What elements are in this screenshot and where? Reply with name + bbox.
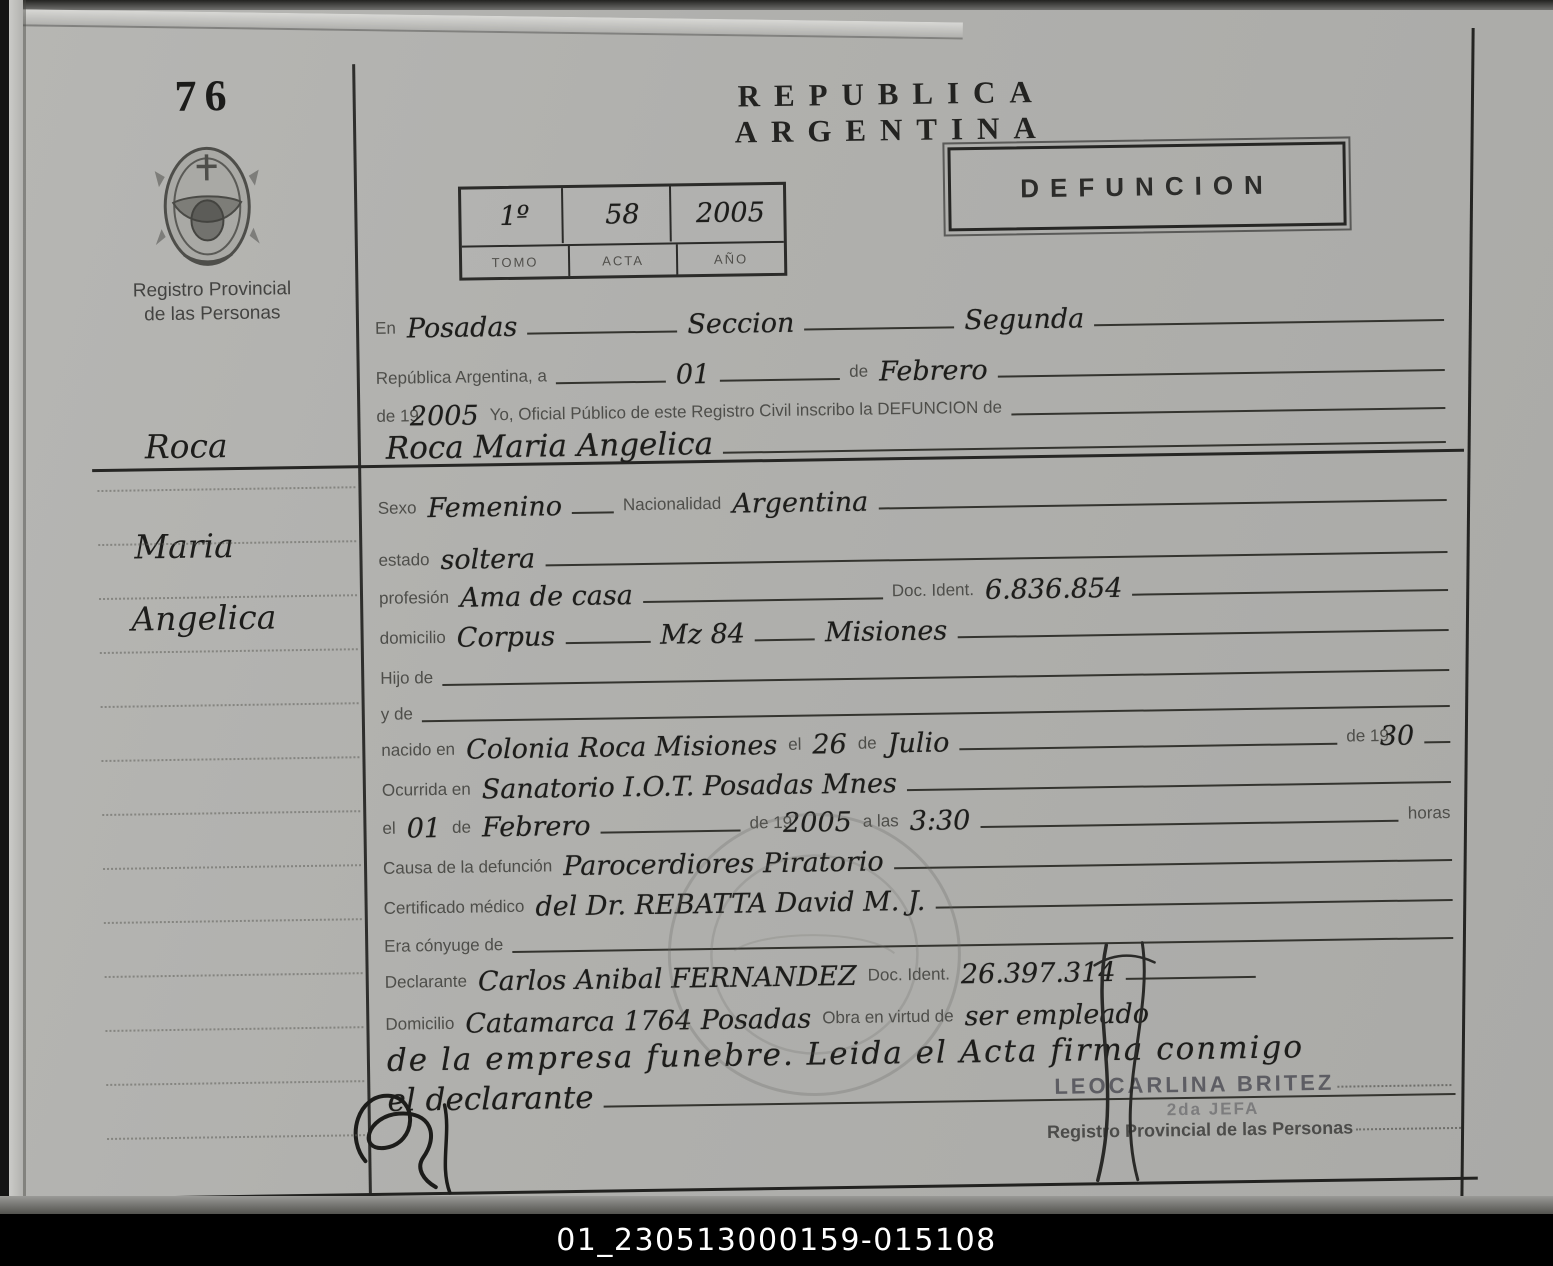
rule-line xyxy=(1132,587,1448,596)
nacionalidad-value: Argentina xyxy=(732,486,869,520)
scan-left-paper-edge xyxy=(9,0,23,1266)
margin-name2: Angelica xyxy=(131,597,277,639)
dotted-line xyxy=(1356,1125,1464,1131)
provincial-seal-icon xyxy=(152,136,262,278)
scan-left-edge-line xyxy=(23,0,26,1266)
conyuge-label: Era cónyuge de xyxy=(384,935,504,956)
domicilio-value1: Corpus xyxy=(456,621,556,654)
obra-value: ser empleado xyxy=(964,998,1150,1033)
footer-code-bar xyxy=(0,1214,1553,1266)
nacido-place-value: Colonia Roca Misiones xyxy=(465,730,778,766)
domicilio2-label: Domicilio xyxy=(385,1013,455,1034)
estado-value: soltera xyxy=(440,543,536,576)
ocurrida-label: Ocurrida en xyxy=(381,779,471,800)
declarante-label: Declarante xyxy=(384,971,468,992)
rule-line xyxy=(720,376,840,382)
rule-line xyxy=(723,439,1446,454)
rep-month-value: Febrero xyxy=(878,354,988,388)
page-number: 76 xyxy=(174,70,235,121)
record-type-box xyxy=(947,142,1346,232)
fecha-alas-label: a las xyxy=(862,811,899,831)
y-de-label: y de xyxy=(380,704,414,724)
causa-label: Causa de la defunción xyxy=(382,856,553,878)
certificado-value: del Dr. REBATTA David M. J. xyxy=(535,885,926,923)
round-stamp-icon xyxy=(642,797,987,1112)
margin-surname: Roca xyxy=(144,426,228,467)
margin-dotted-line xyxy=(105,1024,363,1032)
index-table xyxy=(458,182,787,281)
scan-bottom-band xyxy=(0,1196,1553,1214)
index-table-values xyxy=(461,185,784,248)
nacido-day-value: 26 xyxy=(812,728,847,761)
domicilio-label: domicilio xyxy=(379,627,446,648)
ano-value: 2005 xyxy=(695,197,765,230)
rule-line xyxy=(878,497,1446,509)
margin-name1: Maria xyxy=(133,526,235,567)
insc-year-value: 2005 xyxy=(409,400,479,433)
fecha-de19-label: de 19 xyxy=(749,812,793,833)
fecha-month-value: Febrero xyxy=(481,810,591,844)
registry-name-line2: de las Personas xyxy=(144,302,281,326)
footer-code: 01_230513000159-015108 xyxy=(556,1222,997,1258)
rule-line xyxy=(804,324,954,330)
registry-name-line1: Registro Provincial xyxy=(132,278,292,302)
margin-dotted-line xyxy=(105,970,363,978)
rule-line xyxy=(957,627,1448,638)
en-city-value: Posadas xyxy=(406,311,518,345)
field-row-lugar xyxy=(370,282,1449,344)
margin-dotted-line xyxy=(97,484,355,492)
domicilio2-value: Catamarca 1764 Posadas xyxy=(465,1003,812,1040)
rule-line xyxy=(1094,317,1444,326)
document-title: REPUBLICA ARGENTINA xyxy=(734,73,1050,150)
seccion-word: Seccion xyxy=(687,307,795,341)
scan-top-shadow xyxy=(0,0,1553,10)
inscribo-label: Yo, Oficial Público de este Registro Civil inscribo la DEFUNCION de xyxy=(489,397,1003,425)
republica-label: República Argentina, a xyxy=(375,366,547,388)
registry-name xyxy=(104,277,320,328)
causa-value: Parocerdiores Piratorio xyxy=(563,846,884,883)
acta-label: ACTA xyxy=(570,244,678,276)
ano-label: AÑO xyxy=(713,250,749,267)
dotted-line xyxy=(1337,1082,1451,1088)
rule-line xyxy=(1424,739,1450,743)
nacido-de-label: de xyxy=(857,733,877,753)
rule-line xyxy=(755,636,815,641)
en-label: En xyxy=(374,318,396,338)
rule-line xyxy=(980,818,1399,828)
obra-label: Obra en virtud de xyxy=(822,1006,954,1028)
fecha-horas-label: horas xyxy=(1407,803,1451,823)
doc-ident-label: Doc. Ident. xyxy=(891,580,975,601)
acta-value: 58 xyxy=(575,187,672,243)
estado-label: estado xyxy=(378,550,430,570)
rule-line xyxy=(959,741,1337,751)
margin-dotted-line xyxy=(103,862,361,870)
rule-line xyxy=(527,328,677,334)
sexo-value: Femenino xyxy=(427,491,563,525)
doc-ident-value: 6.836.854 xyxy=(984,572,1123,606)
margin-dotted-line xyxy=(101,754,359,762)
tomo-label: TOMO xyxy=(462,246,570,278)
declarant-signature xyxy=(326,1063,548,1196)
nacido-month-value: Julio xyxy=(887,727,950,760)
rep-day-value: 01 xyxy=(675,358,711,391)
margin-dotted-line xyxy=(100,646,358,654)
continuation1-value: de la empresa funebre. Leida el Acta firma conmigo xyxy=(386,1029,1305,1079)
margin-dotted-line xyxy=(101,700,359,708)
profesion-label: profesión xyxy=(378,587,450,608)
declarante-value: Carlos Anibal FERNANDEZ xyxy=(477,960,857,998)
officer-role-stamp: 2da JEFA xyxy=(1166,1098,1260,1120)
domicilio-value3: Misiones xyxy=(824,615,948,649)
rule-line xyxy=(565,639,650,644)
rule-line xyxy=(643,595,883,603)
fecha-el-label: el xyxy=(382,818,396,838)
officer-name-stamp: LEOCARLINA BRITEZ xyxy=(1054,1069,1335,1099)
insc-de19-label: de 19 xyxy=(376,406,420,426)
rule-line xyxy=(556,379,666,385)
ocurrida-place-value: Sanatorio I.O.T. Posadas Mnes xyxy=(481,768,898,806)
declarante-doc-label: Doc. Ident. xyxy=(867,964,951,985)
seccion-value: Segunda xyxy=(964,303,1085,337)
hijo-de-label: Hijo de xyxy=(380,668,434,688)
nacido-el-label: el xyxy=(788,734,802,754)
declarante-doc-value: 26.397.314 xyxy=(960,957,1116,991)
fecha-day-value: 01 xyxy=(406,812,442,845)
certificado-label: Certificado médico xyxy=(383,896,525,918)
nacido-year-value: 30 xyxy=(1379,720,1415,753)
domicilio-value2: Mz 84 xyxy=(659,618,746,651)
rule-line xyxy=(935,897,1452,909)
continuation2-value: el declarante xyxy=(387,1079,594,1119)
field-row-sexo xyxy=(372,462,1451,524)
officer-office-stamp: Registro Provincial de las Personas xyxy=(1046,1117,1354,1143)
profesion-value: Ama de casa xyxy=(459,580,634,614)
record-type-label: DEFUNCION xyxy=(1020,169,1275,203)
fecha-de-label: de xyxy=(451,817,472,837)
rep-de-label: de xyxy=(849,361,869,381)
fecha-year-value: 2005 xyxy=(782,806,853,839)
sexo-label: Sexo xyxy=(377,498,417,518)
margin-dotted-line xyxy=(102,808,360,816)
fecha-hora-value: 3:30 xyxy=(909,805,971,838)
deceased-name-value: Roca Maria Angelica xyxy=(385,425,714,467)
official-signature xyxy=(1054,934,1198,1186)
rule-line xyxy=(572,509,614,514)
scan-left-edge xyxy=(0,0,9,1266)
margin-dotted-line xyxy=(104,916,362,924)
nacido-de19-label: de 19 xyxy=(1346,725,1389,746)
tomo-value: 1º xyxy=(467,188,564,244)
index-table-labels xyxy=(462,243,784,278)
nacionalidad-label: Nacionalidad xyxy=(622,493,722,515)
nacido-label: nacido en xyxy=(381,739,456,760)
